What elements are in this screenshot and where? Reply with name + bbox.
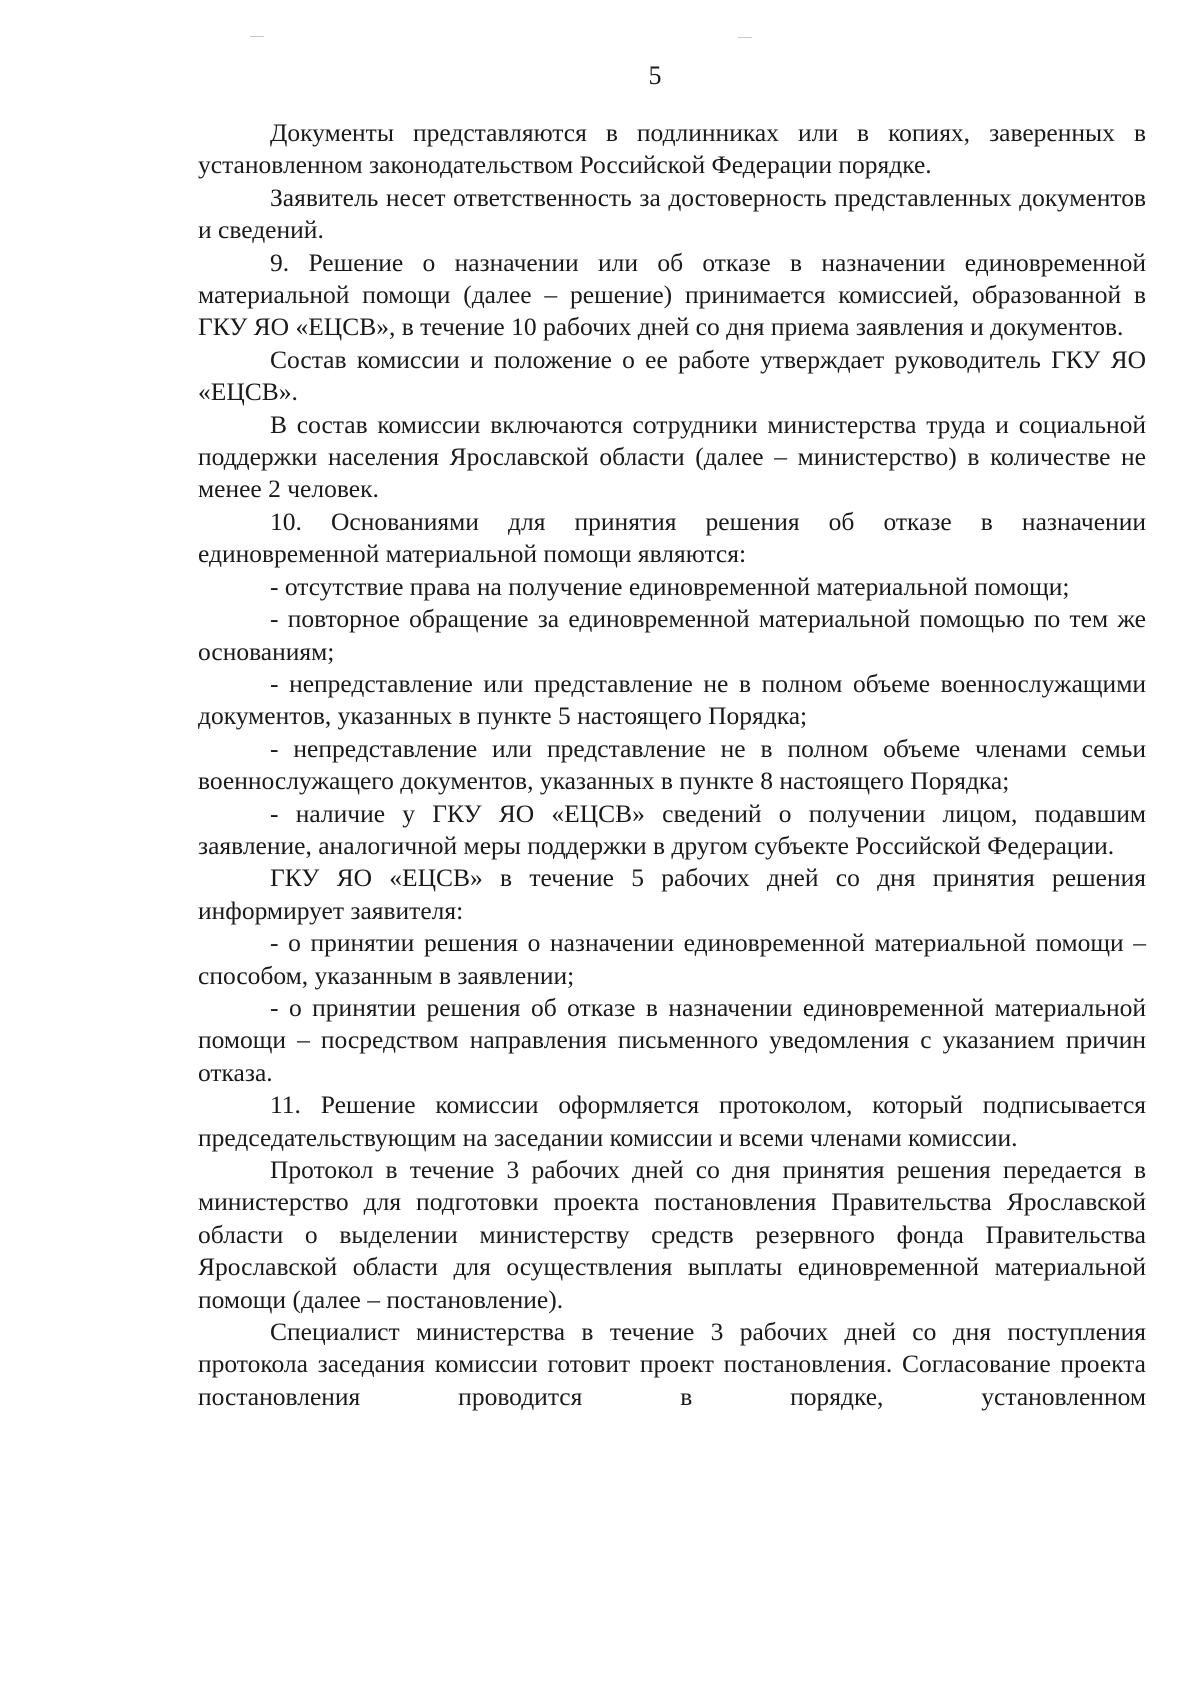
paragraph: 9. Решение о назначении или об отказе в назначении единовременной материальной помощи (далее – решение) принимается комиссией, образованной в ГКУ ЯО «ЕЦСВ», в течение 10 рабочих дней со дня приема заявления и документов. <box>198 247 1146 342</box>
paragraph: 10. Основаниями для принятия решения об отказе в назначении единовременной материальной помощи являются: <box>198 506 1146 569</box>
list-item: - о принятии решения об отказе в назначении единовременной материальной помощи – посредством направления письменного уведомления с указанием причин отказа. <box>198 992 1146 1087</box>
list-item: - непредставление или представление не в полном объеме членами семьи военнослужащего документов, указанных в пункте 8 настоящего Порядка; <box>198 733 1146 796</box>
scan-speck <box>738 37 752 38</box>
paragraph: Заявитель несет ответственность за достоверность представленных документов и сведений. <box>198 182 1146 245</box>
list-item: - непредставление или представление не в полном объеме военнослужащими документов, указанных в пункте 5 настоящего Порядка; <box>198 668 1146 731</box>
paragraph: В состав комиссии включаются сотрудники министерства труда и социальной поддержки населения Ярославской области (далее – министерство) в количестве не менее 2 человек. <box>198 409 1146 504</box>
paragraph: Документы представляются в подлинниках или в копиях, заверенных в установленном законодательством Российской Федерации порядке. <box>198 118 1146 180</box>
paragraph: ГКУ ЯО «ЕЦСВ» в течение 5 рабочих дней со дня принятия решения информирует заявителя: <box>198 863 1146 925</box>
paragraph: 11. Решение комиссии оформляется протоколом, который подписывается председательствующим на заседании комиссии и всеми членами комиссии. <box>198 1090 1146 1152</box>
list-item: - повторное обращение за единовременной материальной помощью по тем же основаниям; <box>198 604 1146 666</box>
scan-speck <box>250 36 264 37</box>
list-item: - наличие у ГКУ ЯО «ЕЦСВ» сведений о получении лицом, подавшим заявление, аналогичной меры поддержки в другом субъекте Российской Федерации. <box>198 798 1146 860</box>
list-item: - о принятии решения о назначении единовременной материальной помощи – способом, указанным в заявлении; <box>198 928 1146 990</box>
page-number: 5 <box>648 61 662 90</box>
paragraph: Специалист министерства в течение 3 рабочих дней со дня поступления протокола заседания комиссии готовит проект постановления. Согласование проекта постановления проводится в порядке, установленном <box>198 1317 1146 1411</box>
list-item: - отсутствие права на получение единовременной материальной помощи; <box>270 571 1070 601</box>
paragraph: Протокол в течение 3 рабочих дней со дня принятия решения передается в министерство для подготовки проекта постановления Правительства Ярославской области о выделении министерству средств резервного фонда Правительства Ярославской области для осуществления выплаты единовременной материальной помощи (далее – постановление). <box>198 1155 1146 1314</box>
document-body <box>198 117 1146 1413</box>
paragraph: Состав комиссии и положение о ее работе утверждает руководитель ГКУ ЯО «ЕЦСВ». <box>198 344 1146 407</box>
